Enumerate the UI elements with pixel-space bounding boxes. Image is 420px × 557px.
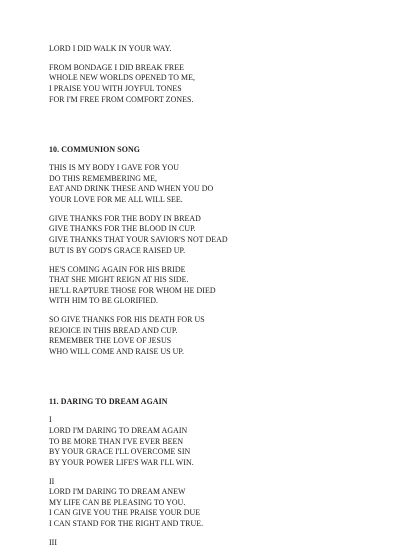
lyric-line: FROM BONDAGE I DID BREAK FREE [49, 62, 184, 72]
lyric-stanza [49, 63, 379, 105]
lyric-stanza [49, 538, 379, 549]
lyric-line: FOR I'M FREE FROM COMFORT ZONES. [49, 94, 194, 104]
lyric-line: DO THIS REMEMBERING ME, [49, 173, 157, 183]
section-spacer [49, 366, 379, 397]
lyric-line: LORD I'M DARING TO DREAM ANEW [49, 487, 186, 497]
lyric-line: GIVE THANKS FOR THE BODY IN BREAD [49, 213, 201, 223]
section-spacer [49, 114, 379, 145]
lyric-line: THAT SHE MIGHT REIGN AT HIS SIDE. [49, 275, 189, 285]
lyric-line: TO BE MORE THAN I'VE EVER BEEN [49, 436, 184, 446]
lyric-stanza [49, 415, 379, 468]
lyric-stanza [49, 477, 379, 530]
lyric-line: I [49, 415, 52, 425]
lyric-line: BY YOUR POWER LIFE'S WAR I'LL WIN. [49, 457, 194, 467]
lyric-line: I CAN STAND FOR THE RIGHT AND TRUE. [49, 519, 204, 529]
lyric-stanza [49, 265, 379, 307]
lyric-line: MY LIFE CAN BE PLEASING TO YOU. [49, 497, 186, 507]
lyric-stanza [49, 214, 379, 256]
lyric-line: SO GIVE THANKS FOR HIS DEATH FOR US [49, 315, 205, 325]
lyric-stanza [49, 315, 379, 357]
lyric-line: GIVE THANKS THAT YOUR SAVIOR'S NOT DEAD [49, 235, 228, 245]
lyric-line: LORD I'M DARING TO DREAM AGAIN [49, 426, 188, 436]
lyric-line: I CAN GIVE YOU THE PRAISE YOUR DUE [49, 508, 201, 518]
lyric-line: III [49, 537, 58, 547]
lyric-line: REMEMBER THE LOVE OF JESUS [49, 336, 172, 346]
title-spacer [49, 155, 379, 163]
lyric-line: BY YOUR GRACE I'LL OVERCOME SIN [49, 447, 191, 457]
title-spacer [49, 407, 379, 415]
lyric-line: I PRAISE YOU WITH JOYFUL TONES [49, 84, 182, 94]
lyric-line: BUT IS BY GOD'S GRACE RAISED UP. [49, 245, 186, 255]
lyric-line: WITH HIM TO BE GLORIFIED. [49, 296, 159, 306]
lyric-stanza [49, 163, 379, 205]
lyric-line: EAT AND DRINK THESE AND WHEN YOU DO [49, 184, 214, 194]
lyric-line: WHO WILL COME AND RAISE US UP. [49, 346, 184, 356]
lyric-line: REJOICE IN THIS BREAD AND CUP. [49, 325, 178, 335]
lyric-line: II [49, 476, 55, 486]
lyric-line: THIS IS MY BODY I GAVE FOR YOU [49, 163, 180, 173]
lyric-line: WHOLE NEW WORLDS OPENED TO ME, [49, 73, 196, 83]
lyric-line: HE'LL RAPTURE THOSE FOR WHOM HE DIED [49, 285, 216, 295]
lyric-line: GIVE THANKS FOR THE BLOOD IN CUP. [49, 224, 196, 234]
song-title: 11. DARING TO DREAM AGAIN [49, 396, 168, 406]
song-title: 10. COMMUNION SONG [49, 144, 141, 154]
lyric-stanza [49, 44, 379, 55]
lyric-line: HE'S COMING AGAIN FOR HIS BRIDE [49, 264, 186, 274]
document-page [49, 44, 379, 557]
lyric-line: LORD I DID WALK IN YOUR WAY. [49, 44, 172, 53]
lyric-line: YOUR LOVE FOR ME ALL WILL SEE. [49, 194, 183, 204]
